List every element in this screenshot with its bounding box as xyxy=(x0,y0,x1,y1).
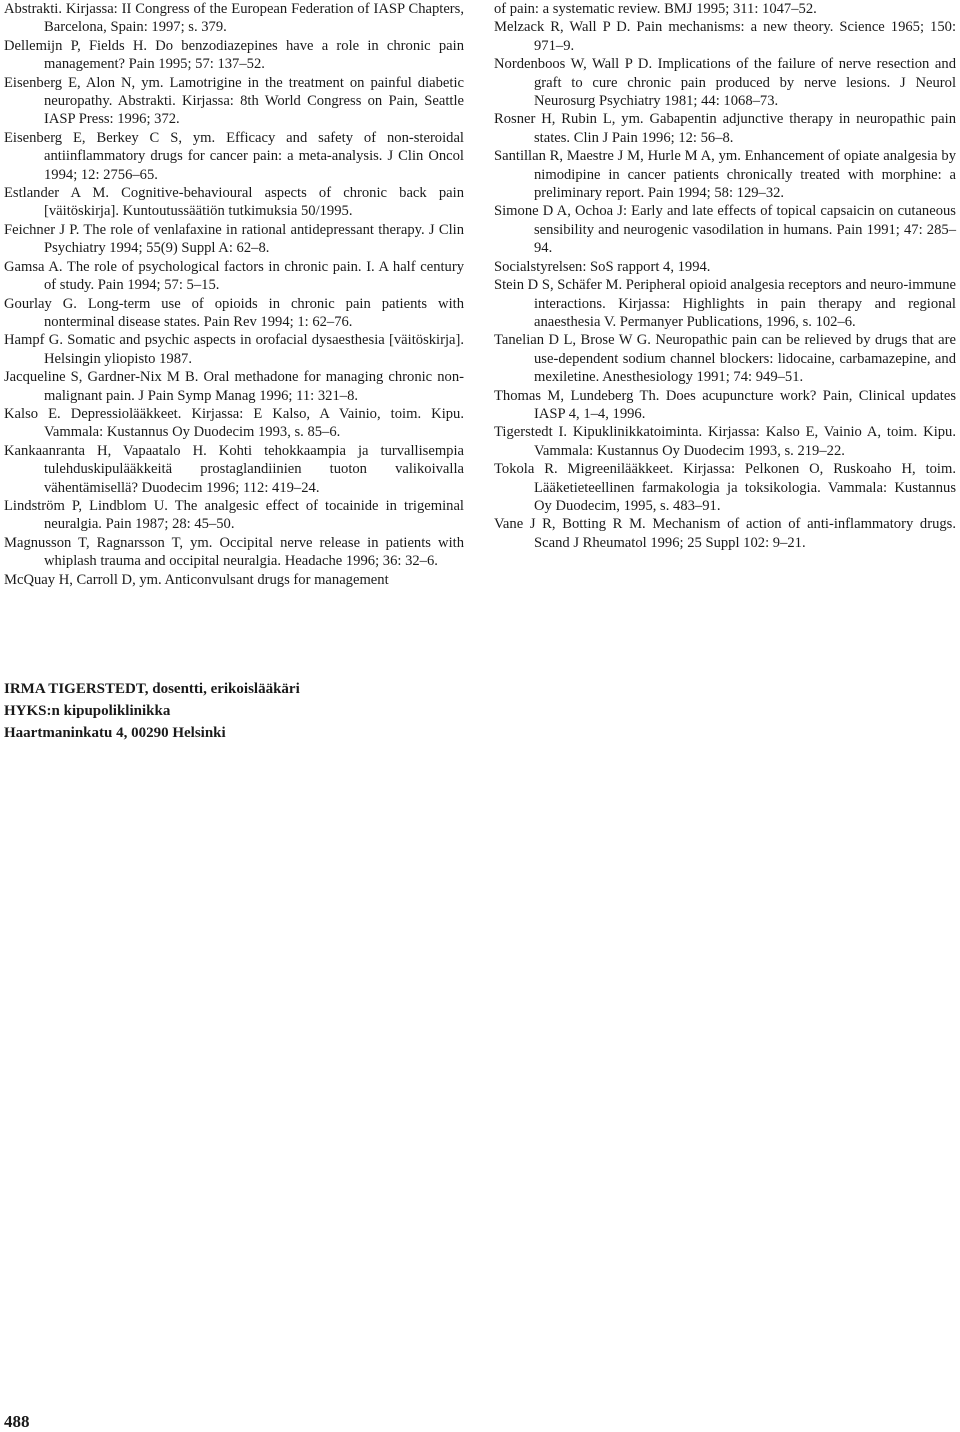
reference-entry: Kankaanranta H, Vapaatalo H. Kohti tehokkaampia ja turvallisempia tulehduskipulääkkeitä prostaglandiinien tuoton valikoivalla vähentämisellä? Duodecim 1996; 112: 419–24. xyxy=(4,442,464,496)
reference-entry: Jacqueline S, Gardner-Nix M B. Oral methadone for managing chronic non-malignant pain. J Pain Symp Manag 1996; 11: 321–8. xyxy=(4,369,464,404)
page-number: 488 xyxy=(4,1412,30,1431)
author-department: HYKS:n kipupoliklinikka xyxy=(4,703,171,719)
reference-entry: Stein D S, Schäfer M. Peripheral opioid analgesia receptors and neuro-immune interactions. Kirjassa: Highlights in pain therapy and regional anaesthesia V. Permanyer Publications, 1996, s. 102–6. xyxy=(494,277,957,330)
reference-entry: Tanelian D L, Brose W G. Neuropathic pain can be relieved by drugs that are use-dependent sodium channel blockers: lidocaine, carbamazepine, and mexiletine. Anesthesiology 1991; 74: 949–51. xyxy=(494,332,956,386)
reference-entry: Tigerstedt I. Kipuklinikkatoiminta. Kirjassa: Kalso E, Vainio A, toim. Kipu. Vammala: Kustannus Oy Duodecim 1993, s. 219–22. xyxy=(494,424,956,459)
reference-entry: Eisenberg E, Alon N, ym. Lamotrigine in the treatment on painful diabetic neuropathy. Abstrakti. Kirjassa: 8th World Congress on Pain, Seattle IASP Press: 1996; 372. xyxy=(4,74,464,128)
reference-entry: Simone D A, Ochoa J: Early and late effects of topical capsaicin on cutaneous sensibility and neurogenic vasodilation in humans. Pain 1991; 47: 285–94. xyxy=(494,203,956,257)
reference-entry: Santillan R, Maestre J M, Hurle M A, ym. Enhancement of opiate analgesia by nimodipine in cancer patients chronically treated with morphine: a preliminary report. Pain 1994; 58: 129–32. xyxy=(494,148,956,202)
reference-entry: Estlander A M. Cognitive-behavioural aspects of chronic back pain [väitöskirja]. Kuntoutussäätiön tutkimuksia 50/1995. xyxy=(4,185,464,220)
reference-list-left xyxy=(4,0,464,589)
reference-entry: Feichner J P. The role of venlafaxine in rational antidepressant therapy. J Clin Psychiatry 1994; 55(9) Suppl A: 62–8. xyxy=(4,221,464,257)
reference-list-right xyxy=(494,0,956,552)
reference-entry: Tokola R. Migreenilääkkeet. Kirjassa: Pelkonen O, Ruskoaho H, toim. Lääketieteellinen farmakologia ja toksikologia. Vammala: Kustannus Oy Duodecim, 1995, s. 483–91. xyxy=(494,461,956,514)
reference-entry: Socialstyrelsen: SoS rapport 4, 1994. xyxy=(494,258,711,275)
reference-entry: Thomas M, Lundeberg Th. Does acupuncture work? Pain, Clinical updates IASP 4, 1–4, 1996. xyxy=(494,387,956,422)
reference-entry: Eisenberg E, Berkey C S, ym. Efficacy and safety of non-steroidal antiinflammatory drugs for cancer pain: a meta-analysis. J Clin Oncol 1994; 12: 2756–65. xyxy=(4,129,464,183)
author-address: Haartmaninkatu 4, 00290 Helsinki xyxy=(4,725,226,741)
reference-entry: Vane J R, Botting R M. Mechanism of action of anti-inflammatory drugs. Scand J Rheumatol 1996; 25 Suppl 102: 9–21. xyxy=(494,516,956,551)
reference-entry: Gamsa A. The role of psychological factors in chronic pain. I. A half century of study. Pain 1994; 57: 5–15. xyxy=(4,258,464,294)
author-affiliation xyxy=(4,678,604,744)
reference-entry-continued: of pain: a systematic review. BMJ 1995; 311: 1047–52. xyxy=(494,1,817,17)
reference-entry: Abstrakti. Kirjassa: II Congress of the European Federation of IASP Chapters, Barcelona, Spain: 1997; s. 379. xyxy=(4,1,464,36)
reference-entry: Lindström P, Lindblom U. The analgesic effect of tocainide in trigeminal neuralgia. Pain 1987; 28: 45–50. xyxy=(4,497,464,533)
reference-entry: McQuay H, Carroll D, ym. Anticonvulsant drugs for management xyxy=(4,571,389,588)
reference-entry: Dellemijn P, Fields H. Do benzodiazepines have a role in chronic pain management? Pain 1995; 57: 137–52. xyxy=(4,37,464,73)
reference-entry: Nordenboos W, Wall P D. Implications of the failure of nerve resection and graft to cure chronic pain produced by nerve lesions. J Neurol Neurosurg Psychiatry 1981; 44: 1068–73. xyxy=(494,56,956,110)
reference-entry: Melzack R, Wall P D. Pain mechanisms: a new theory. Science 1965; 150: 971–9. xyxy=(494,19,956,54)
reference-entry: Kalso E. Depressiolääkkeet. Kirjassa: E Kalso, A Vainio, toim. Kipu. Vammala: Kustannus Oy Duodecim 1993, s. 85–6. xyxy=(4,405,464,441)
reference-entry: Gourlay G. Long-term use of opioids in chronic pain patients with nonterminal disease states. Pain Rev 1994; 1: 62–76. xyxy=(4,295,464,330)
reference-entry: Rosner H, Rubin L, ym. Gabapentin adjunctive therapy in neuropathic pain states. Clin J Pain 1996; 12: 56–8. xyxy=(494,111,956,146)
author-name: IRMA TIGERSTEDT, dosentti, erikoislääkäri xyxy=(4,681,300,697)
reference-entry: Hampf G. Somatic and psychic aspects in orofacial dysaesthesia [väitöskirja]. Helsingin yliopisto 1987. xyxy=(4,332,464,367)
reference-entry: Magnusson T, Ragnarsson T, ym. Occipital nerve release in patients with whiplash trauma and occipital neuralgia. Headache 1996; 36: 32–6. xyxy=(4,534,464,570)
